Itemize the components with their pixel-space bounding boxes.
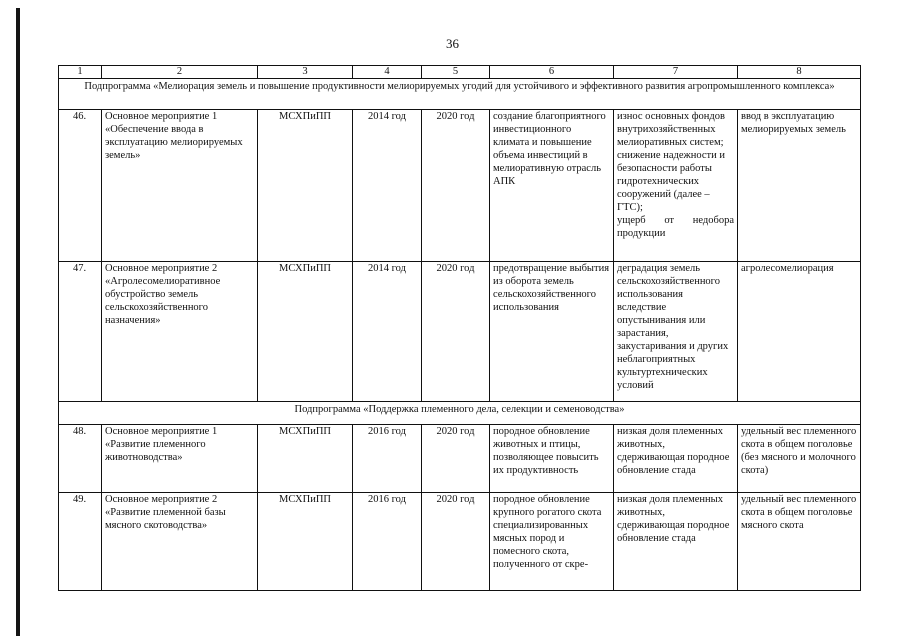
end-year-cell: 2020 год (422, 425, 490, 493)
start-year-cell: 2016 год (353, 425, 422, 493)
measure-name: Основное мероприятие 1 «Обеспечение ввода в эксплуатацию мелиорируемых земель» (102, 110, 258, 262)
indicators-cell: удельный вес племенного скота в общем поголовье мясного скота (738, 493, 861, 591)
scan-edge-bar (16, 8, 20, 636)
expected-result-cell: создание благоприятного инвестиционного климата и повышение объема инвестиций в мелиоративную отрасль АПК (490, 110, 614, 262)
table-row (59, 262, 861, 402)
measure-name: Основное мероприятие 2 «Развитие племенной базы мясного скотоводства» (102, 493, 258, 591)
table-row (59, 493, 861, 591)
table-row (59, 110, 861, 262)
subprogram-row (59, 402, 861, 425)
start-year-cell: 2014 год (353, 110, 422, 262)
indicators-cell: ввод в эксплуатацию мелиорируемых земель (738, 110, 861, 262)
end-year-cell: 2020 год (422, 110, 490, 262)
indicators-cell: удельный вес племенного скота в общем поголовье (без мясного и молочного скота) (738, 425, 861, 493)
expected-result-cell: предотвращение выбытия из оборота земель сельскохозяйственного использования (490, 262, 614, 402)
consequences-cell: низкая доля племенных животных, сдерживающая породное обновление стада (614, 493, 738, 591)
start-year-cell: 2014 год (353, 262, 422, 402)
consequence-item: износ основных фондов внутрихозяйственных мелиоративных систем; (617, 111, 725, 148)
page-number: 36 (446, 36, 459, 51)
executor-cell: МСХПиПП (258, 110, 353, 262)
consequence-item: ущерб от недобора продукции (617, 215, 734, 239)
row-number: 47. (59, 262, 102, 402)
end-year-cell: 2020 год (422, 493, 490, 591)
subprogram-row (59, 79, 861, 110)
subprogram-title: Подпрограмма «Мелиорация земель и повышение продуктивности мелиорируемых угодий для устойчивого и эффективного развития агропромышленного комплекса» (59, 79, 861, 110)
end-year-cell: 2020 год (422, 262, 490, 402)
expected-result-cell: породное обновление крупного рогатого скота специализированных мясных пород и помесного скота, полученного от скре- (490, 493, 614, 591)
measures-table (58, 65, 861, 591)
subprogram-title: Подпрограмма «Поддержка племенного дела, селекции и семеноводства» (59, 402, 861, 425)
column-number: 1 (59, 66, 102, 79)
column-number: 5 (422, 66, 490, 79)
table-row (59, 425, 861, 493)
row-number: 48. (59, 425, 102, 493)
column-number: 4 (353, 66, 422, 79)
consequences-cell (614, 110, 738, 262)
column-number: 8 (738, 66, 861, 79)
consequences-cell: низкая доля племенных животных, сдерживающая породное обновление стада (614, 425, 738, 493)
consequences-cell: деградация земель сельскохозяйственного использования вследствие опустынивания или зарастания, закустаривания и других неблагоприятных культуртехнических условий (614, 262, 738, 402)
measure-name: Основное мероприятие 1 «Развитие племенного животноводства» (102, 425, 258, 493)
executor-cell: МСХПиПП (258, 425, 353, 493)
measure-name: Основное мероприятие 2 «Агролесомелиоративное обустройство земель сельскохозяйственного назначения» (102, 262, 258, 402)
row-number: 46. (59, 110, 102, 262)
executor-cell: МСХПиПП (258, 262, 353, 402)
consequence-item: снижение надежности и безопасности работы гидротехнических сооружений (далее – ГТС); (617, 150, 725, 213)
expected-result-cell: породное обновление животных и птицы, позволяющее повысить их продуктивность (490, 425, 614, 493)
row-number: 49. (59, 493, 102, 591)
column-number: 6 (490, 66, 614, 79)
column-number: 3 (258, 66, 353, 79)
start-year-cell: 2016 год (353, 493, 422, 591)
indicators-cell: агролесомелиорация (738, 262, 861, 402)
column-number: 7 (614, 66, 738, 79)
executor-cell: МСХПиПП (258, 493, 353, 591)
column-number-row (59, 66, 861, 79)
column-number: 2 (102, 66, 258, 79)
